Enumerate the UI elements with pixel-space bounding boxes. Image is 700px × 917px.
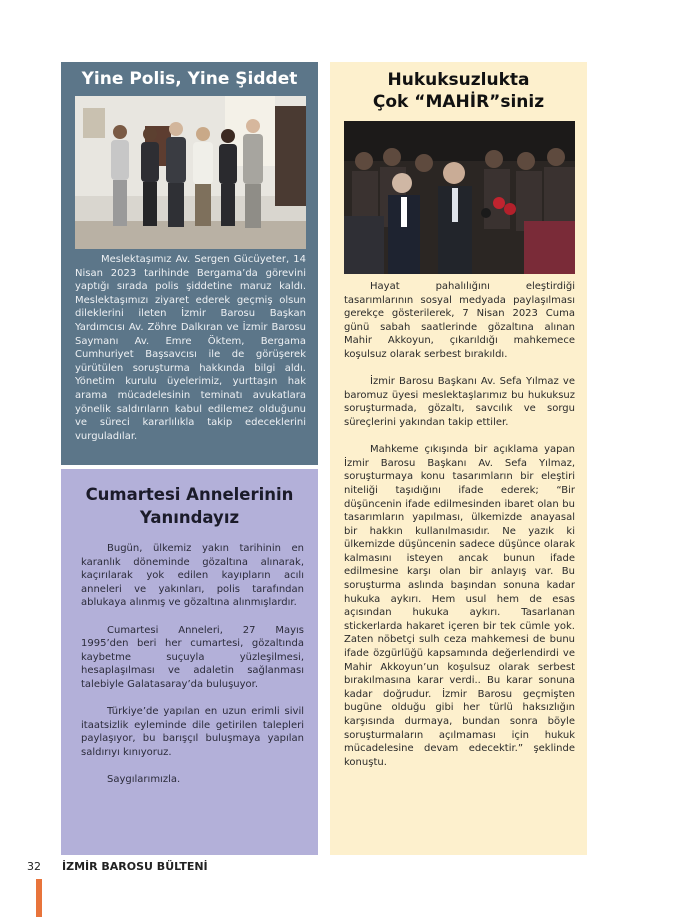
article3-paragraph: Mahkeme çıkışında bir açıklama yapan İzmir Barosu Başkanı Av. Sefa Yılmaz, soruşturmaya konu tasarımların bir eleştiri niteliği taşıdığını ifade ederek; “Bir düşüncenin ifade edilmesinden ibaret olan bu tasarımların yapılması, ülkemizde anayasal bir hakkın kullanılmasıdır. Ne yazık ki ülkemizde düşüncenin sadece düşünce olarak kalmasını isteyen ancak bunun ifade edilmesine karşı olan bir anlayış var. Bu soruşturma aslında başından sonuna kadar hukuka aykırı. Hem usul hem de esas açısından hukuka aykırı. Tasarlanan stickerlarda hakaret içeren bir tek cümle yok. Zaten nöbetçi sulh ceza mahkemesi de bunu ifade özgürlüğü kapsamında değerlendirdi ve Mahir Akkoyun’un koşulsuz olarak serbest bırakılmasına karar verdi.. Bu karar sonuna kadar doğrudur. İzmir Barosu geçmişten bugüne olduğu gibi her türlü haksızlığın karşısında durmaya, bundan sonra böyle soruşturmaların açılmaması için hukuk mücadelesine devam edecektir.” şeklinde konuştu. [344, 444, 575, 768]
article2-paragraph: Türkiye’de yapılan en uzun erimli sivil itaatsizlik eyleminde dile getirilen talepleri paylaşıyor, bu barışçıl buluşmaya yapılan saldırıyı kınıyoruz. [81, 706, 304, 758]
article2-paragraph: Saygılarımızla. [107, 774, 181, 786]
article-hukuksuzlukta [330, 62, 587, 855]
article3-title [330, 62, 587, 113]
article2-body [81, 542, 304, 787]
article3-title-line2: Çok “MAHİR”siniz [372, 92, 545, 112]
article-cumartesi-anneleri [61, 469, 318, 855]
article2-title: Cumartesi Annelerinin Yanındayız [85, 485, 294, 527]
article3-body [344, 280, 575, 769]
page-number: 32 [27, 860, 41, 873]
article1-body [75, 253, 306, 443]
article3-paragraph: Hayat pahalılığını eleştirdiği tasarımlarının sosyal medyada paylaşılması gerekçe gösterilerek, 7 Nisan 2023 Cuma günü sabah saatlerinde gözaltına alınan Mahir Akkoyun, çıkarıldığı mahkemece koşulsuz olarak serbest bırakıldı. [344, 281, 575, 360]
article3-title-line1: Hukuksuzlukta [387, 70, 530, 90]
article-yine-polis [61, 62, 318, 465]
group-photo [75, 96, 306, 249]
publication-name: İZMİR BAROSU BÜLTENİ [62, 860, 208, 873]
article1-paragraph: Meslektaşımız Av. Sergen Gücüyeter, 14 Nisan 2023 tarihinde Bergama’da görevini yaptığı sırada polis şiddetine maruz kaldı. Meslektaşımızı ziyaret ederek geçmiş olsun dileklerini ileten İzmir Barosu Başkan Yardımcısı Av. Zöhre Dalkıran ve İzmir Barosu Saymanı Av. Emre Öktem, Bergama Cumhuriyet Başsavcısı ile de görüşerek yürütülen soruşturma hakkında bilgi aldı. Yönetim kurulu üyelerimiz, yurttaşın hak arama mücadelesinin teminatı avukatlara yönelik saldırıların kabul edilemez olduğunu ve süreci kararlılıkla takip edeceklerini vurguladılar. [75, 254, 306, 442]
article1-title: Yine Polis, Yine Şiddet [81, 69, 298, 89]
accent-bar [36, 879, 42, 917]
press-crowd-photo [344, 121, 575, 274]
article2-paragraph: Cumartesi Anneleri, 27 Mayıs 1995’den beri her cumartesi, gözaltında kaybetme suçuyla yüzleşilmesi, hesaplaşılması ve adaletin sağlanması talebiyle Galatasaray’da buluşuyor. [81, 624, 304, 690]
article2-paragraph: Bugün, ülkemiz yakın tarihinin en karanlık döneminde gözaltına alınarak, kaçırılarak yok edilen kayıpların acılı anneleri ve yakınları, polis tarafından ablukaya alınmış ve gözaltına alınmışlardır. [81, 543, 304, 609]
article3-paragraph: İzmir Barosu Başkanı Av. Sefa Yılmaz ve baromuz üyesi meslektaşlarımız bu hukuksuz soruşturmada, gözaltı, savcılık ve sorgu süreçlerini yakından takip ettiler. [344, 376, 575, 428]
